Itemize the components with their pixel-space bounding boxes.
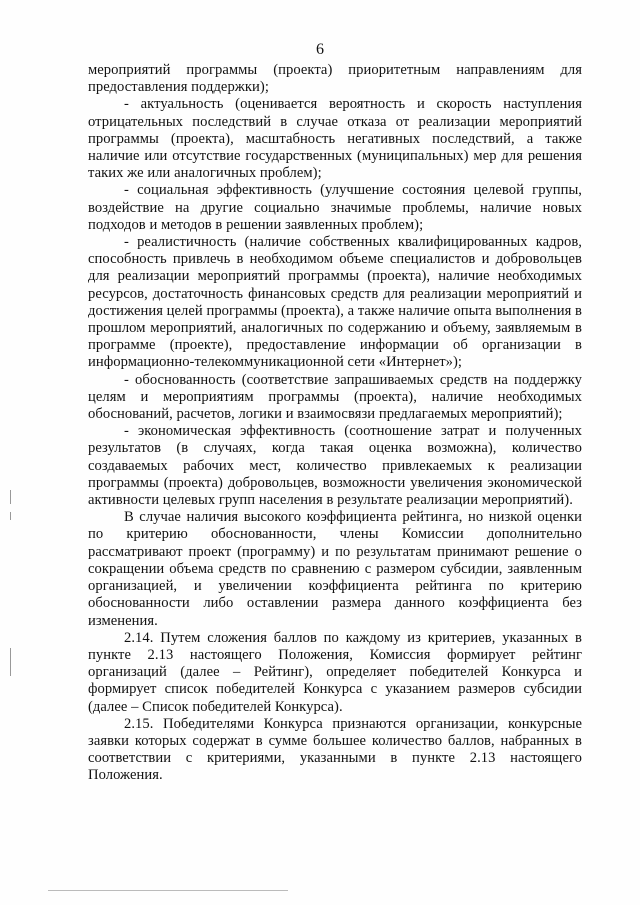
page-number: 6 [316,41,324,58]
paragraph: мероприятий программы (проекта) приоритетным направлениям для предоставления поддержки); [88,62,582,96]
scan-edge-mark [10,512,11,520]
scan-edge-mark [10,648,11,676]
scan-bottom-edge [48,890,288,891]
paragraph: - социальная эффективность (улучшение состояния целевой группы, воздействие на другие социально значимые проблемы, наличие новых подходов и методов в решении заявленных проблем); [88,182,582,233]
paragraph: - экономическая эффективность (соотношение затрат и полученных результатов (в случаях, когда такая оценка возможна), количество создаваемых рабочих мест, количество привлекаемых к реализации программы (проекта) добровольцев, возможности увеличения экономической активности целевых групп населения в результате реализации мероприятий). [88,423,582,509]
paragraph: - реалистичность (наличие собственных квалифицированных кадров, способность привлечь в необходимом объеме специалистов и добровольцев для реализации мероприятий программы (проекта), наличие необходимых ресурсов, достаточность финансовых средств для реализации мероприятий и достижения целей программы (проекта), а также наличие опыта выполнения в прошлом мероприятий, аналогичных по содержанию и объему, заявляемым в программе (проекте), предоставление информации об организации в информационно-телекоммуникационной сети «Интернет»); [88,234,582,371]
paragraph: 2.14. Путем сложения баллов по каждому из критериев, указанных в пункте 2.13 настоящего Положения, Комиссия формирует рейтинг организаций (далее – Рейтинг), определяет победителей Конкурса и формирует список победителей Конкурса с указанием размеров субсидии (далее – Список победителей Конкурса). [88,629,582,715]
paragraph: В случае наличия высокого коэффициента рейтинга, но низкой оценки по критерию обоснованности, члены Комиссии дополнительно рассматривают проект (программу) и по результатам принимают решение о сокращении объема средств по сравнению с размером субсидии, заявленным организацией, и увеличении коэффициента рейтинга по критерию обоснованности либо оставлении размера данного коэффициента без изменения. [88,509,582,629]
paragraph: 2.15. Победителями Конкурса признаются организации, конкурсные заявки которых содержат в сумме большее количество баллов, набранных в соответствии с критериями, указанными в пункте 2.13 настоящего Положения. [88,715,582,784]
scan-edge-mark [10,490,11,504]
paragraph: - актуальность (оценивается вероятность и скорость наступления отрицательных последствий в случае отказа от реализации мероприятий программы (проекта), масштабность негативных последствий, а также наличие или отсутствие государственных (муниципальных) мер для решения таких же или аналогичных проблем); [88,96,582,182]
paragraph: - обоснованность (соответствие запрашиваемых средств на поддержку целям и мероприятиям программы (проекта), наличие необходимых обоснований, расчетов, логики и взаимосвязи предлагаемых мероприятий); [88,371,582,423]
document-body [88,62,582,785]
